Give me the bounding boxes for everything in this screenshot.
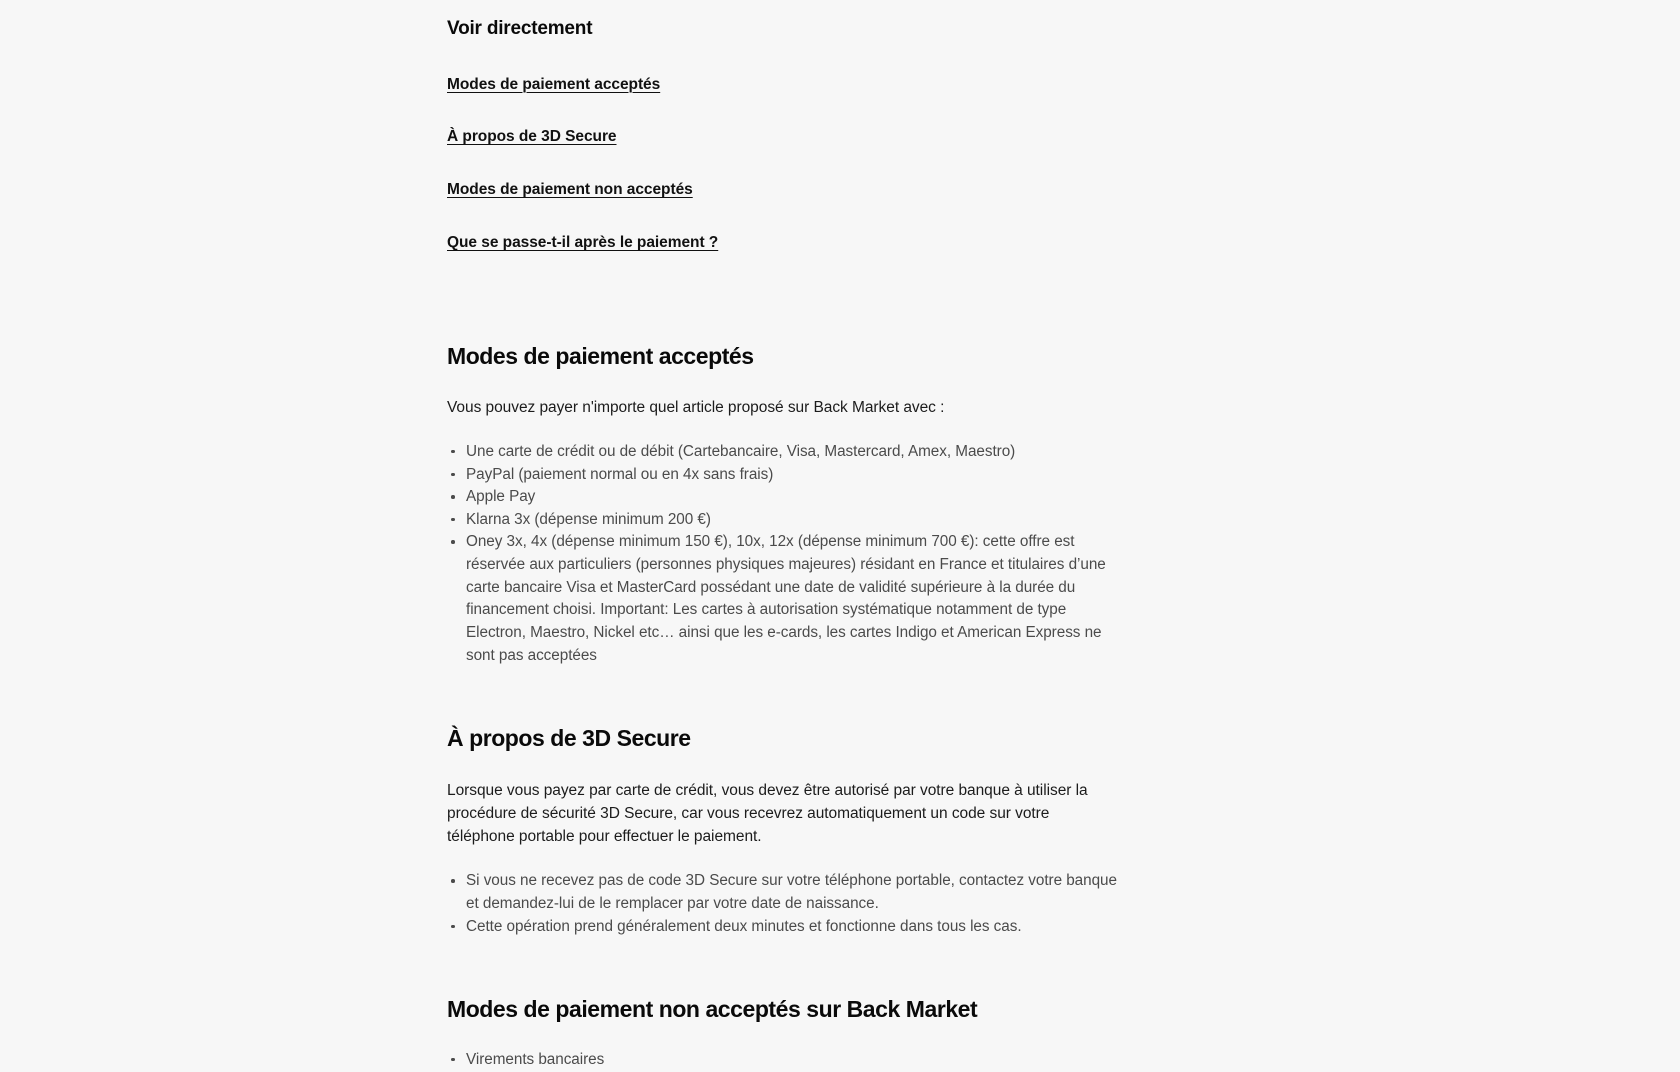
list-item: [447, 232, 1121, 254]
jump-navigation-title: Voir directement: [447, 18, 593, 39]
jump-navigation-list: [447, 74, 1121, 254]
list-item: Klarna 3x (dépense minimum 200 €): [447, 509, 1121, 532]
list-item: Si vous ne recevez pas de code 3D Secure sur votre téléphone portable, contactez votre banque et demandez-lui de le remplacer par votre date de naissance.: [447, 870, 1121, 915]
jump-link-accepted-payments[interactable]: Modes de paiement acceptés: [447, 75, 661, 93]
section-not-accepted-payments: [447, 995, 1121, 1071]
article-content-column: [447, 0, 1121, 1072]
jump-link-3d-secure[interactable]: À propos de 3D Secure: [447, 128, 617, 146]
list-item: Apple Pay: [447, 486, 1121, 509]
section-intro-paragraph: Vous pouvez payer n'importe quel article proposé sur Back Market avec :: [447, 399, 945, 417]
list-item: [447, 74, 1121, 96]
list-item: Virements bancaires: [447, 1049, 1121, 1072]
not-accepted-payments-list: [447, 1049, 1121, 1072]
list-item: [447, 126, 1121, 148]
section-heading-accepted-payments: Modes de paiement acceptés: [447, 343, 754, 370]
list-item: Une carte de crédit ou de débit (Cartebancaire, Visa, Mastercard, Amex, Maestro): [447, 441, 1121, 464]
three-d-secure-list: [447, 870, 1121, 938]
list-item: [447, 179, 1121, 201]
section-heading-3d-secure: À propos de 3D Secure: [447, 725, 691, 752]
list-item: Oney 3x, 4x (dépense minimum 150 €), 10x, 12x (dépense minimum 700 €): cette offre est réservée aux particuliers (personnes physiques majeures) résidant en France et titulaires d’une carte bancaire Visa et MasterCard possédant une date de validité supérieure à la durée du financement choisi. Important: Les cartes à autorisation systématique notamment de type Electron, Maestro, Nickel etc… ainsi que les e-cards, les cartes Indigo et American Express ne sont pas acceptées: [447, 531, 1121, 667]
accepted-payments-list: [447, 441, 1121, 667]
section-accepted-payments: [447, 342, 1121, 667]
list-item: Cette opération prend généralement deux minutes et fonctionne dans tous les cas.: [447, 916, 1121, 939]
section-3d-secure-paragraph: Lorsque vous payez par carte de crédit, vous devez être autorisé par votre banque à utiliser la procédure de sécurité 3D Secure, car vous recevrez automatiquement un code sur votre téléphone portable pour effectuer le paiement.: [447, 781, 1088, 845]
section-heading-not-accepted-payments: Modes de paiement non acceptés sur Back Market: [447, 996, 978, 1023]
jump-link-after-payment[interactable]: Que se passe-t-il après le paiement ?: [447, 233, 719, 251]
jump-navigation: [447, 0, 1121, 253]
section-3d-secure: [447, 724, 1121, 938]
jump-link-not-accepted-payments[interactable]: Modes de paiement non acceptés: [447, 181, 693, 199]
list-item: PayPal (paiement normal ou en 4x sans frais): [447, 464, 1121, 487]
